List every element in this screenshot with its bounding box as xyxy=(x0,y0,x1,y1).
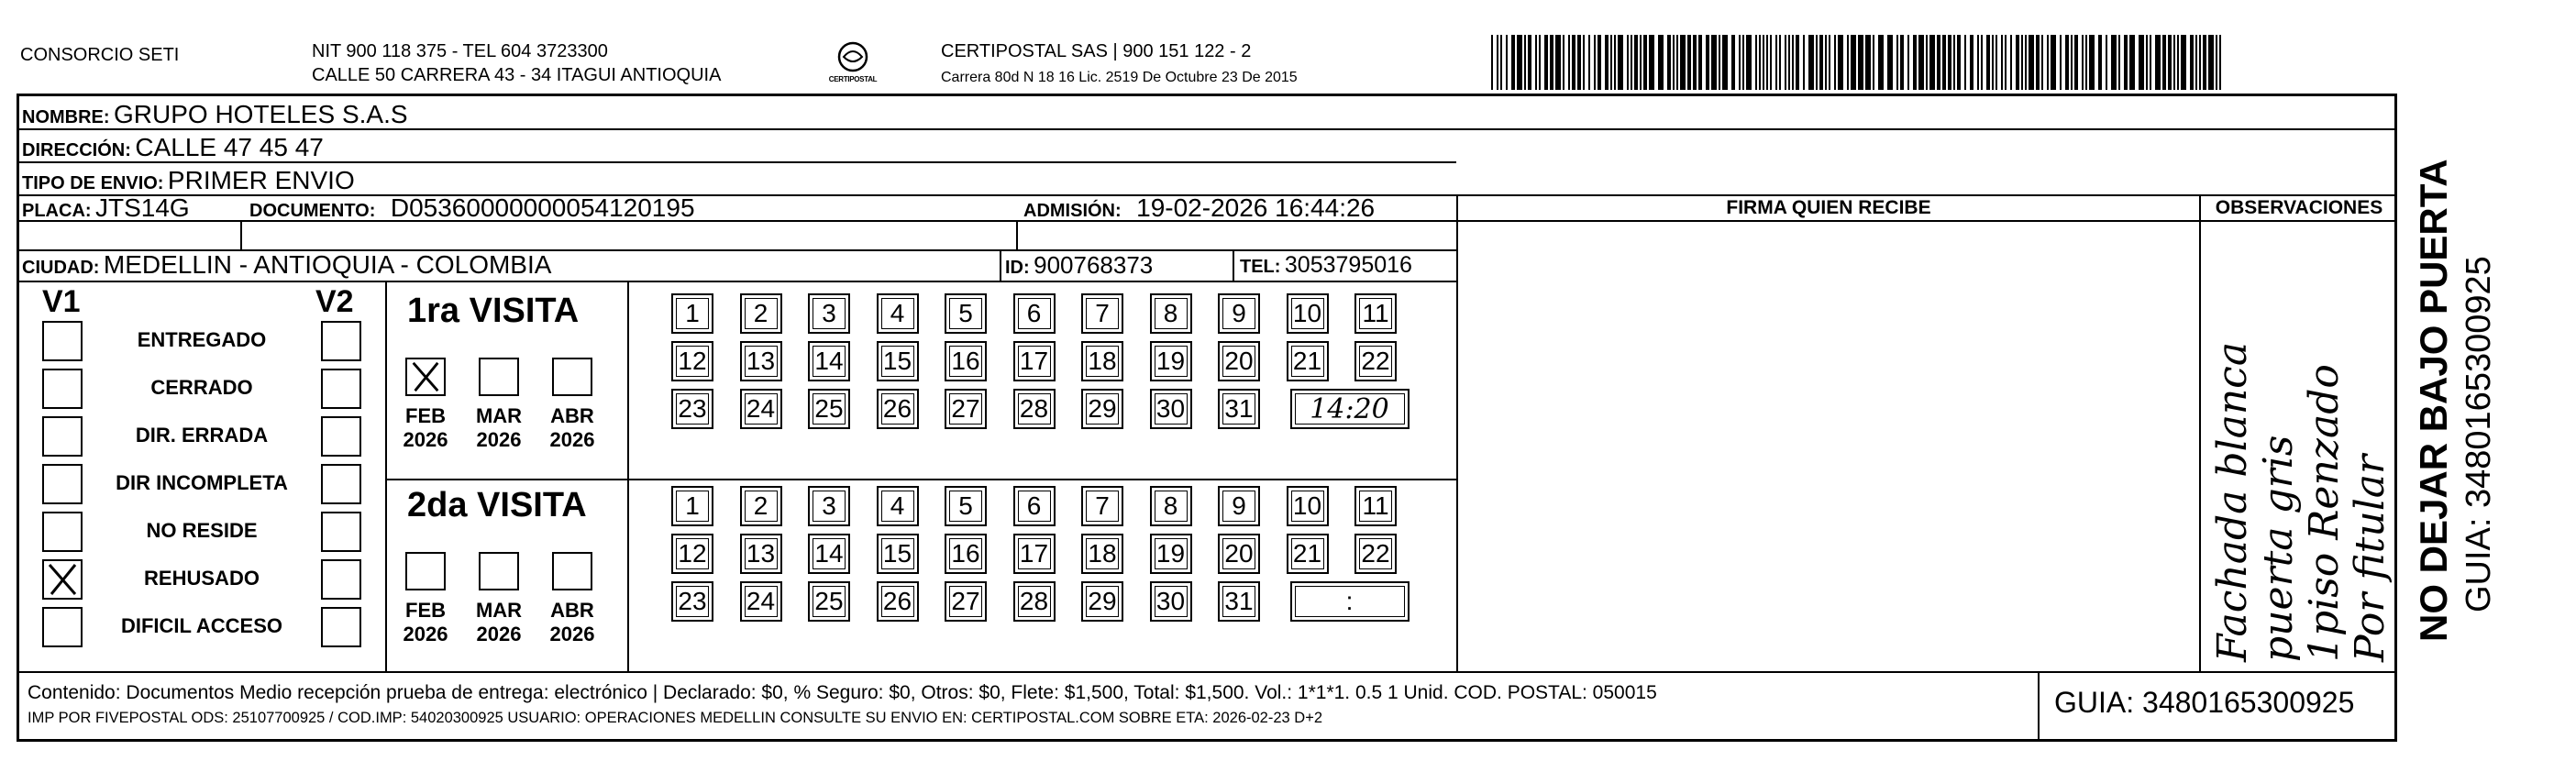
nombre-row xyxy=(22,101,408,133)
barcode-bar xyxy=(2219,35,2221,90)
month-year: 2026 xyxy=(403,428,448,451)
barcode-bar xyxy=(1926,35,1928,90)
observaciones-label: OBSERVACIONES xyxy=(2215,197,2383,218)
imp-text: IMP POR FIVEPOSTAL ODS: 25107700925 / COD.IMP: 54020300925 USUARIO: OPERACIONES MEDELLIN CONSULTE SU ENVIO EN: CERTIPOSTAL.COM SOBRE ETA: 2026-02-23 D+2 xyxy=(28,710,1323,726)
obs-line: puerta gris xyxy=(2255,435,2302,662)
v2-checkbox[interactable] xyxy=(321,559,361,600)
barcode-bar xyxy=(2162,35,2166,90)
placa-value: JTS14G xyxy=(95,193,190,222)
day-box[interactable]: 17 xyxy=(1013,341,1056,381)
day-box[interactable]: 3 xyxy=(808,293,850,334)
barcode-bar xyxy=(1680,35,1686,90)
barcode-bar xyxy=(1816,35,1818,90)
barcode-bar xyxy=(1563,35,1564,90)
license-line: Carrera 80d N 18 16 Lic. 2519 De Octubre 23 De 2015 xyxy=(941,70,1298,85)
barcode-bar xyxy=(1719,35,1720,90)
day-box[interactable]: 21 xyxy=(1287,534,1329,574)
barcode-bar xyxy=(2208,35,2214,90)
barcode-bar xyxy=(2173,35,2175,90)
barcode-bar xyxy=(1838,35,1843,90)
day-box[interactable]: 27 xyxy=(945,389,987,429)
admision-value: 19-02-2026 16:44:26 xyxy=(1136,193,1376,222)
day-box[interactable]: 20 xyxy=(1218,341,1260,381)
barcode-bar xyxy=(1539,35,1541,90)
barcode-bar xyxy=(2016,35,2019,90)
barcode-bar xyxy=(1673,35,1675,90)
barcode-bar xyxy=(1803,35,1805,90)
barcode-bar xyxy=(1535,35,1537,90)
day-box[interactable]: 4 xyxy=(877,486,919,526)
month-year: 2026 xyxy=(476,623,522,645)
tel-value: 3053795016 xyxy=(1284,252,1412,278)
barcode-bar xyxy=(1605,35,1609,90)
barcode-bar xyxy=(2085,35,2087,90)
day-box[interactable]: 15 xyxy=(877,534,919,574)
day-box[interactable]: 20 xyxy=(1218,534,1260,574)
day-box[interactable]: 16 xyxy=(945,341,987,381)
day-box[interactable]: 22 xyxy=(1354,341,1397,381)
barcode-bar xyxy=(2029,35,2034,90)
barcode-bar xyxy=(2199,35,2201,90)
id-value: 900768373 xyxy=(1034,251,1154,279)
day-box[interactable]: 13 xyxy=(740,534,782,574)
x-mark-icon xyxy=(44,561,81,598)
day-box[interactable]: 25 xyxy=(808,389,850,429)
firma-label: FIRMA QUIEN RECIBE xyxy=(1726,197,1931,218)
day-box[interactable]: 30 xyxy=(1150,581,1192,622)
month-name: ABR xyxy=(550,599,594,622)
barcode-bar xyxy=(2118,35,2120,90)
barcode-bar xyxy=(1763,35,1764,90)
barcode xyxy=(1491,35,2225,90)
barcode-bar xyxy=(2060,35,2062,90)
barcode-bar xyxy=(1658,35,1664,90)
barcode-bar xyxy=(1491,35,1493,90)
barcode-bar xyxy=(1634,35,1638,90)
obs-line: 1piso Renzado xyxy=(2301,364,2348,662)
day-box[interactable]: 23 xyxy=(671,389,713,429)
barcode-bar xyxy=(1631,35,1632,90)
barcode-bar xyxy=(1847,35,1849,90)
status-label: CERRADO xyxy=(150,376,253,399)
barcode-bar xyxy=(1942,35,1946,90)
day-box[interactable]: 6 xyxy=(1013,293,1056,334)
day-box[interactable]: 2 xyxy=(740,293,782,334)
barcode-bar xyxy=(2195,35,2197,90)
barcode-bar xyxy=(2181,35,2186,90)
barcode-bar xyxy=(1506,35,1508,90)
v1-checkbox[interactable] xyxy=(42,607,83,647)
admision-label: ADMISIÓN: xyxy=(1023,201,1122,221)
day-box[interactable]: 2 xyxy=(740,486,782,526)
day-box[interactable]: 1 xyxy=(671,486,713,526)
barcode-bar xyxy=(1792,35,1794,90)
v2-checkbox[interactable] xyxy=(321,321,361,361)
day-box[interactable]: 18 xyxy=(1081,534,1123,574)
barcode-bar xyxy=(1517,35,1522,90)
tel-row xyxy=(1240,251,1412,282)
day-box[interactable]: 5 xyxy=(945,293,987,334)
barcode-bar xyxy=(1598,35,1601,90)
v2-checkbox[interactable] xyxy=(321,512,361,552)
day-box[interactable]: 21 xyxy=(1287,341,1329,381)
v2-checkbox[interactable] xyxy=(321,464,361,504)
status-label: DIR INCOMPLETA xyxy=(116,471,288,494)
day-box[interactable]: 19 xyxy=(1150,341,1192,381)
barcode-bar xyxy=(2150,35,2151,90)
day-box[interactable]: 17 xyxy=(1013,534,1056,574)
barcode-bar xyxy=(1970,35,1973,90)
barcode-bar xyxy=(2041,35,2043,90)
barcode-bar xyxy=(1618,35,1623,90)
barcode-bar xyxy=(2124,35,2128,90)
v2-label: V2 xyxy=(315,284,354,319)
barcode-bar xyxy=(1937,35,1940,90)
month-name: MAR xyxy=(475,599,523,622)
v1-checkbox[interactable] xyxy=(42,369,83,409)
barcode-bar xyxy=(2155,35,2161,90)
barcode-bar xyxy=(1887,35,1893,90)
ciudad-value: MEDELLIN - ANTIOQUIA - COLOMBIA xyxy=(103,250,552,279)
barcode-bar xyxy=(1568,35,1570,90)
documento-row xyxy=(249,194,695,226)
v2-checkbox[interactable] xyxy=(321,607,361,647)
day-box[interactable]: 28 xyxy=(1013,581,1056,622)
day-box[interactable]: 10 xyxy=(1287,486,1329,526)
day-box[interactable]: 7 xyxy=(1081,293,1123,334)
barcode-bar xyxy=(1706,35,1709,90)
barcode-bar xyxy=(1981,35,1983,90)
barcode-bar xyxy=(2001,35,2003,90)
v2-checkbox[interactable] xyxy=(321,369,361,409)
barcode-bar xyxy=(2047,35,2049,90)
barcode-bar xyxy=(2071,35,2073,90)
day-box[interactable]: 31 xyxy=(1218,581,1260,622)
barcode-bar xyxy=(2098,35,2102,90)
tipo-envio-value: PRIMER ENVIO xyxy=(167,166,355,194)
barcode-bar xyxy=(1896,35,1898,90)
barcode-bar xyxy=(1511,35,1515,90)
barcode-bar xyxy=(1649,35,1654,90)
day-box[interactable]: 15 xyxy=(877,341,919,381)
barcode-bar xyxy=(2168,35,2172,90)
day-box[interactable]: 12 xyxy=(671,341,713,381)
barcode-bar xyxy=(1770,35,1772,90)
barcode-bar xyxy=(1851,35,1856,90)
day-box[interactable]: 11 xyxy=(1354,486,1397,526)
day-box[interactable]: 25 xyxy=(808,581,850,622)
logo-text: CERTIPOSTAL xyxy=(828,75,878,83)
company-name: CONSORCIO SETI xyxy=(20,45,180,65)
day-box[interactable]: 8 xyxy=(1150,486,1192,526)
barcode-bar xyxy=(1746,35,1752,90)
day-box[interactable]: 9 xyxy=(1218,293,1260,334)
barcode-bar xyxy=(1731,35,1735,90)
barcode-bar xyxy=(1667,35,1671,90)
day-box[interactable]: 7 xyxy=(1081,486,1123,526)
barcode-bar xyxy=(1819,35,1823,90)
address-line: CALLE 50 CARRERA 43 - 34 ITAGUI ANTIOQUIA xyxy=(312,65,722,85)
barcode-bar xyxy=(1825,35,1827,90)
day-box[interactable]: 29 xyxy=(1081,581,1123,622)
day-box[interactable]: 24 xyxy=(740,389,782,429)
month-year: 2026 xyxy=(549,623,595,645)
status-label: NO RESIDE xyxy=(146,519,258,542)
ciudad-row xyxy=(22,251,551,283)
barcode-bar xyxy=(1977,35,1979,90)
barcode-bar xyxy=(1550,35,1553,90)
barcode-bar xyxy=(2082,35,2084,90)
day-box[interactable]: 31 xyxy=(1218,389,1260,429)
month-name: MAR xyxy=(475,404,523,427)
barcode-bar xyxy=(1544,35,1548,90)
day-box[interactable]: 6 xyxy=(1013,486,1056,526)
visit2-title: 2da VISITA xyxy=(407,486,587,524)
firma-area[interactable] xyxy=(1460,222,2197,669)
barcode-bar xyxy=(1594,35,1596,90)
day-box[interactable]: 4 xyxy=(877,293,919,334)
barcode-bar xyxy=(2089,35,2095,90)
day-box[interactable]: 18 xyxy=(1081,341,1123,381)
barcode-bar xyxy=(1779,35,1781,90)
contenido-text: Contenido: Documentos Medio recepción prueba de entrega: electrónico | Declarado: $0, % Seguro: $0, Otros: $0, Flete: $1,500, Total: $1,500. Vol.: 1*1*1. 0.5 1 Unid. COD. POSTAL: 050015 xyxy=(28,682,1657,703)
barcode-bar xyxy=(1640,35,1642,90)
footer-guia: GUIA: 3480165300925 xyxy=(2054,686,2355,719)
barcode-bar xyxy=(1996,35,1997,90)
obs-line: Por fitular xyxy=(2347,454,2394,662)
side-text xyxy=(2410,128,2538,642)
barcode-bar xyxy=(1577,35,1581,90)
barcode-bar xyxy=(2074,35,2078,90)
barcode-bar xyxy=(2106,35,2107,90)
barcode-bar xyxy=(2177,35,2179,90)
no-dejar-bajo-puerta: NO DEJAR BAJO PUERTA xyxy=(2412,159,2455,642)
v2-checkbox[interactable] xyxy=(321,416,361,457)
barcode-bar xyxy=(2005,35,2007,90)
certipostal-line: CERTIPOSTAL SAS | 900 151 122 - 2 xyxy=(941,41,1252,61)
visit1-title: 1ra VISITA xyxy=(407,292,580,330)
barcode-bar xyxy=(1865,35,1871,90)
barcode-bar xyxy=(1900,35,1904,90)
month-checkbox[interactable] xyxy=(405,358,446,396)
barcode-bar xyxy=(1627,35,1629,90)
certipostal-logo xyxy=(824,40,882,90)
direccion-row xyxy=(22,134,324,166)
barcode-bar xyxy=(1929,35,1935,90)
v1-checkbox[interactable] xyxy=(42,416,83,457)
day-box[interactable]: 22 xyxy=(1354,534,1397,574)
day-box[interactable]: 3 xyxy=(808,486,850,526)
day-box[interactable]: 29 xyxy=(1081,389,1123,429)
month-name: FEB xyxy=(405,404,446,427)
v1-label: V1 xyxy=(42,284,81,319)
barcode-bar xyxy=(2139,35,2144,90)
barcode-bar xyxy=(1614,35,1616,90)
barcode-bar xyxy=(1834,35,1836,90)
barcode-bar xyxy=(2021,35,2023,90)
status-label: ENTREGADO xyxy=(137,328,267,351)
barcode-bar xyxy=(1957,35,1961,90)
barcode-bar xyxy=(1766,35,1768,90)
day-box[interactable]: 26 xyxy=(877,389,919,429)
barcode-bar xyxy=(2216,35,2217,90)
barcode-bar xyxy=(1698,35,1702,90)
month-name: ABR xyxy=(550,404,594,427)
tipo-envio-label: TIPO DE ENVIO: xyxy=(22,173,164,193)
day-box[interactable]: 30 xyxy=(1150,389,1192,429)
id-row xyxy=(1005,251,1153,283)
month-checkbox[interactable] xyxy=(479,358,519,396)
barcode-bar xyxy=(1739,35,1741,90)
day-box[interactable]: 5 xyxy=(945,486,987,526)
barcode-bar xyxy=(1785,35,1786,90)
barcode-bar xyxy=(1572,35,1575,90)
ciudad-label: CIUDAD: xyxy=(22,258,100,278)
barcode-bar xyxy=(1918,35,1924,90)
barcode-bar xyxy=(1913,35,1917,90)
month-checkbox[interactable] xyxy=(552,358,592,396)
v1-checkbox[interactable] xyxy=(42,464,83,504)
day-box[interactable]: 14 xyxy=(808,534,850,574)
v1-checkbox[interactable] xyxy=(42,559,83,600)
barcode-bar xyxy=(1755,35,1757,90)
barcode-bar xyxy=(1992,35,1994,90)
barcode-bar xyxy=(1742,35,1744,90)
documento-label: DOCUMENTO: xyxy=(249,201,376,221)
barcode-bar xyxy=(1528,35,1531,90)
day-box[interactable]: 28 xyxy=(1013,389,1056,429)
barcode-bar xyxy=(2036,35,2040,90)
barcode-bar xyxy=(1693,35,1697,90)
barcode-bar xyxy=(1948,35,1951,90)
month-year: 2026 xyxy=(476,428,522,451)
barcode-bar xyxy=(2190,35,2194,90)
barcode-bar xyxy=(2065,35,2069,90)
barcode-bar xyxy=(1583,35,1585,90)
month-checkbox[interactable] xyxy=(405,552,446,590)
barcode-bar xyxy=(2111,35,2117,90)
nombre-value: GRUPO HOTELES S.A.S xyxy=(114,100,408,128)
v1-checkbox[interactable] xyxy=(42,512,83,552)
barcode-bar xyxy=(1643,35,1647,90)
day-box[interactable]: 1 xyxy=(671,293,713,334)
barcode-bar xyxy=(1964,35,1966,90)
barcode-bar xyxy=(1788,35,1790,90)
month-year: 2026 xyxy=(549,428,595,451)
day-box[interactable]: 23 xyxy=(671,581,713,622)
barcode-bar xyxy=(1796,35,1799,90)
day-box[interactable]: 14 xyxy=(808,341,850,381)
barcode-bar xyxy=(1878,35,1884,90)
month-name: FEB xyxy=(405,599,446,622)
barcode-bar xyxy=(2025,35,2027,90)
direccion-value: CALLE 47 45 47 xyxy=(135,133,324,161)
barcode-bar xyxy=(1676,35,1678,90)
barcode-bar xyxy=(2010,35,2012,90)
time-box[interactable]: : xyxy=(1290,581,1410,622)
barcode-bar xyxy=(1722,35,1728,90)
nombre-label: NOMBRE: xyxy=(22,107,110,127)
day-box[interactable]: 9 xyxy=(1218,486,1260,526)
documento-value: D05360000000054120195 xyxy=(390,193,695,222)
id-label: ID: xyxy=(1005,258,1030,278)
status-label: DIFICIL ACCESO xyxy=(120,614,282,637)
month-year: 2026 xyxy=(403,623,448,645)
day-box[interactable]: 19 xyxy=(1150,534,1192,574)
status-label: REHUSADO xyxy=(144,567,260,590)
placa-row xyxy=(22,194,190,226)
time-box[interactable]: 14:20 xyxy=(1290,389,1410,429)
day-box[interactable]: 11 xyxy=(1354,293,1397,334)
day-box[interactable]: 12 xyxy=(671,534,713,574)
barcode-bar xyxy=(1497,35,1498,90)
month-checkbox[interactable] xyxy=(552,552,592,590)
barcode-bar xyxy=(1858,35,1863,90)
x-mark-icon xyxy=(407,359,444,394)
direccion-label: DIRECCIÓN: xyxy=(22,140,131,160)
barcode-bar xyxy=(1711,35,1717,90)
barcode-bar xyxy=(1687,35,1691,90)
barcode-bar xyxy=(1759,35,1761,90)
barcode-icon xyxy=(1491,35,2225,90)
barcode-bar xyxy=(1775,35,1777,90)
barcode-bar xyxy=(1588,35,1590,90)
status-label: DIR. ERRADA xyxy=(135,424,269,447)
placa-label: PLACA: xyxy=(22,201,92,221)
day-box[interactable]: 27 xyxy=(945,581,987,622)
day-box[interactable]: 13 xyxy=(740,341,782,381)
day-box[interactable]: 26 xyxy=(877,581,919,622)
day-box[interactable]: 16 xyxy=(945,534,987,574)
barcode-bar xyxy=(1500,35,1502,90)
day-box[interactable]: 24 xyxy=(740,581,782,622)
barcode-bar xyxy=(2146,35,2148,90)
obs-line: Fachada blanca xyxy=(2209,341,2256,662)
month-checkbox[interactable] xyxy=(479,552,519,590)
day-box[interactable]: 8 xyxy=(1150,293,1192,334)
barcode-bar xyxy=(1808,35,1814,90)
barcode-bar xyxy=(2129,35,2135,90)
observaciones-handwritten xyxy=(2210,240,2394,662)
barcode-bar xyxy=(1907,35,1909,90)
admision-row xyxy=(1023,194,1375,226)
barcode-bar xyxy=(1524,35,1526,90)
tel-label: TEL: xyxy=(1240,257,1281,277)
nit-line: NIT 900 118 375 - TEL 604 3723300 xyxy=(312,41,608,61)
barcode-bar xyxy=(1555,35,1561,90)
day-box[interactable]: 10 xyxy=(1287,293,1329,334)
barcode-bar xyxy=(1610,35,1612,90)
barcode-bar xyxy=(1873,35,1874,90)
barcode-bar xyxy=(1986,35,1990,90)
barcode-bar xyxy=(2051,35,2056,90)
barcode-bar xyxy=(1953,35,1955,90)
side-guia: GUIA: 3480165300925 xyxy=(2460,256,2498,612)
v1-checkbox[interactable] xyxy=(42,321,83,361)
barcode-bar xyxy=(1829,35,1830,90)
barcode-bar xyxy=(2203,35,2206,90)
